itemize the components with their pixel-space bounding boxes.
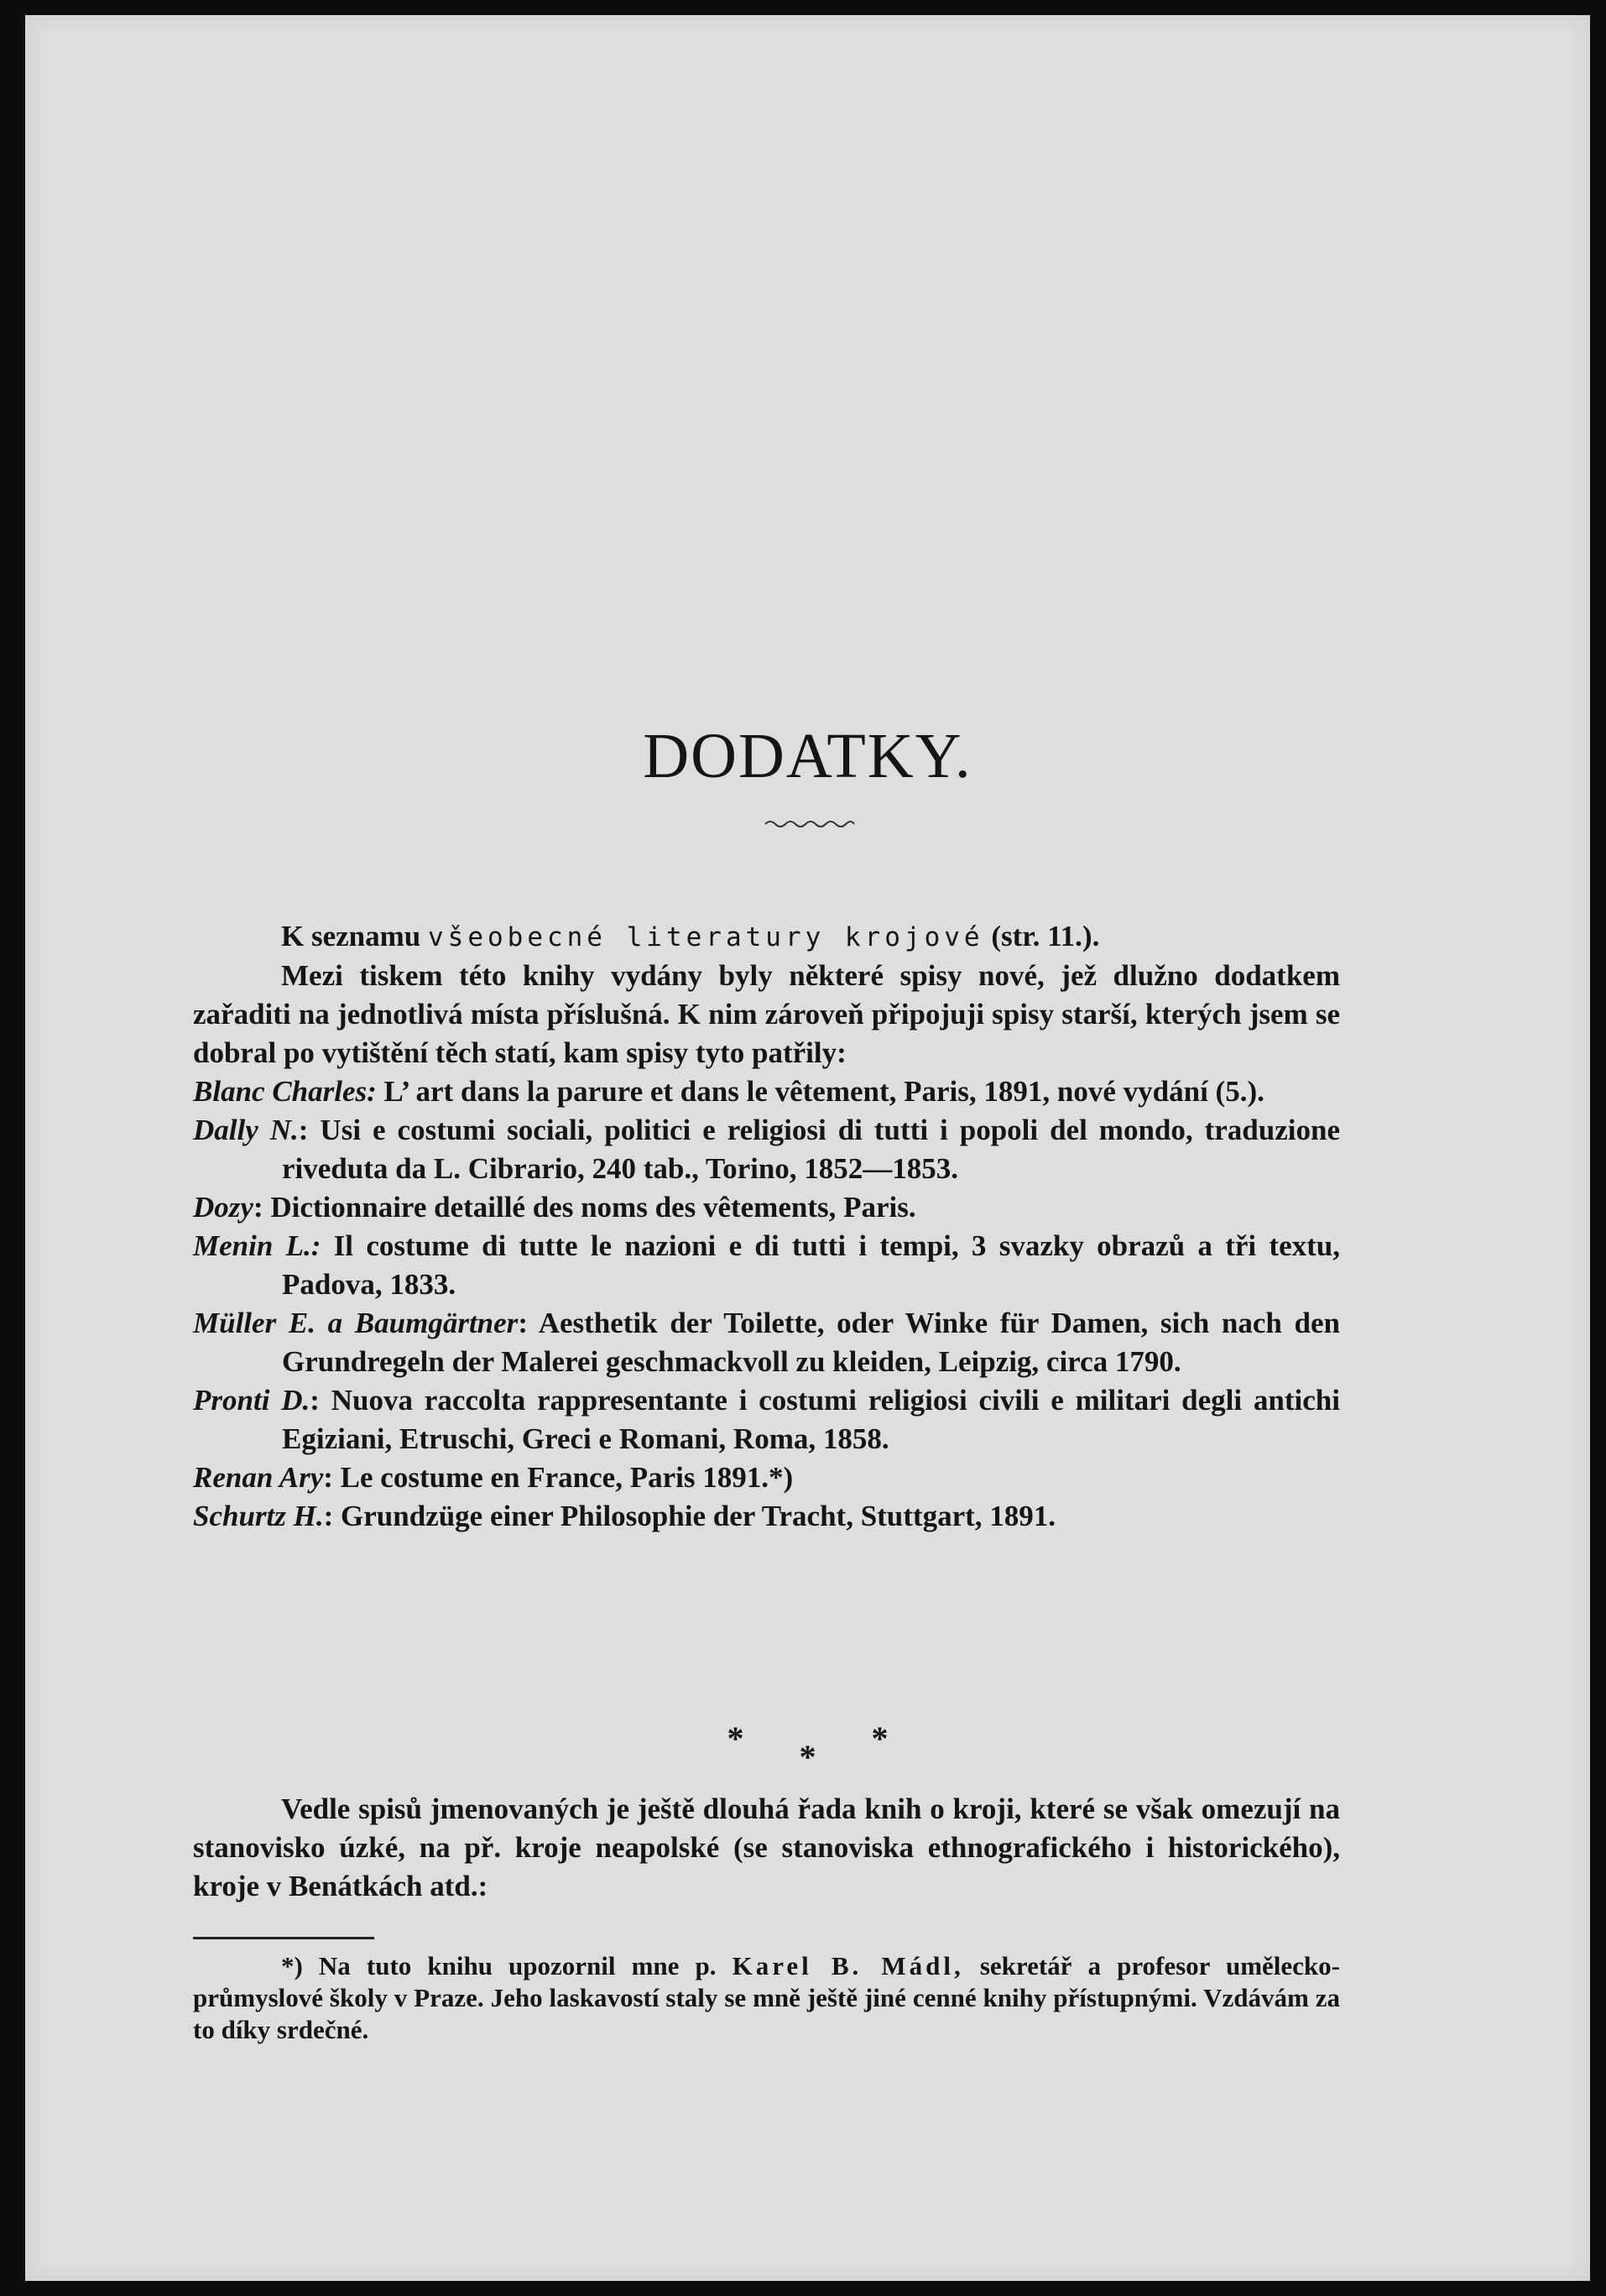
footnote-divider [193,1937,374,1939]
bib-text: : Nuova raccolta rappresentante i costumi religiosi civili e militari degli antichi Egiziani, Etruschi, Greci e Romani, Roma, 1858. [282,1384,1340,1455]
bib-entry [193,1111,1340,1188]
bib-text: : Grundzüge einer Philosophie der Tracht, Stuttgart, 1891. [323,1500,1056,1532]
bib-text: : Dictionnaire detaillé des noms des vêtements, Paris. [253,1191,916,1224]
footnote-person-name: Karel B. Mádl, [732,1951,964,1980]
bib-entry [193,1072,1340,1111]
closing-paragraph: Vedle spisů jmenovaných je ještě dlouhá řada knih o kroji, které se však omezují na stanovisko úzké, na př. kroje neapolské (se stanoviska ethnografického i historického), kroje v Benátkách atd.: [193,1792,1340,1902]
bib-text: : Le costume en France, Paris 1891.*) [323,1461,794,1494]
footnote-text-start: *) Na tuto knihu upozornil mne p. [281,1951,717,1980]
bib-author: Renan Ary [193,1461,324,1494]
intro-paragraph: Mezi tiskem této knihy vydány byly některé spisy nové, jež dlužno dodatkem zařaditi na jednotlivá místa příslušná. K nim zároveň připojuji spisy starší, kterých jsem se dobral po vytištění těch statí, kam spisy tyto patřily: [193,959,1340,1069]
bib-author: Dozy [193,1191,253,1224]
footnote-text-end: sekretář a profesor umělecko-průmyslové školy v Praze. Jeho laskavostí staly se mně ještě jiné cenné knihy přístupnými. Vzdávám za to díky srdečné. [193,1951,1340,2044]
bib-text: Il costume di tutte le nazioni e di tutti i tempi, 3 svazky obrazů a tři textu, Padova, 1833. [282,1229,1340,1301]
main-text [193,917,1340,1536]
bib-entry [193,1304,1340,1381]
closing-text [193,1790,1340,1906]
bib-author: Menin L.: [193,1229,321,1262]
title-flourish [764,817,856,829]
bib-text: : Aesthetik der Toilette, oder Winke für Damen, sich nach den Grundregeln der Malerei geschmackvoll zu kleiden, Leipzig, circa 1790. [282,1307,1340,1378]
page-title: DODATKY. [643,721,972,791]
asterisk: * [727,1719,744,1757]
bib-author: Blanc Charles: [193,1075,377,1108]
footnote [193,1950,1340,2046]
bib-author: Dally N. [193,1114,299,1146]
bib-author: Schurtz H. [193,1500,324,1532]
bib-entry [193,1381,1340,1458]
bib-author: Pronti D. [193,1384,310,1417]
section-page-ref: (str. 11.). [991,920,1100,952]
document-page [25,15,1590,2281]
bib-text: L’ art dans la parure et dans le vêtement, Paris, 1891, nové vydání (5.). [376,1075,1264,1108]
bib-entry [193,1227,1340,1304]
section-intro: K seznamu [281,920,421,952]
bib-entry [193,1497,1340,1536]
bib-text: : Usi e costumi sociali, politici e religiosi di tutti i popoli del mondo, traduzione riveduta da L. Cibrario, 240 tab., Torino, 1852—1853. [282,1114,1340,1185]
bib-author: Müller E. a Baumgärtner [193,1307,519,1339]
asterisk: * [799,1738,816,1776]
asterisk: * [871,1719,889,1757]
section-title-spaced: všeobecné literatury krojové [428,922,984,952]
bib-entry [193,1188,1340,1227]
bib-entry [193,1458,1340,1497]
section-heading [193,917,1340,957]
section-asterisks [25,1719,1590,1776]
